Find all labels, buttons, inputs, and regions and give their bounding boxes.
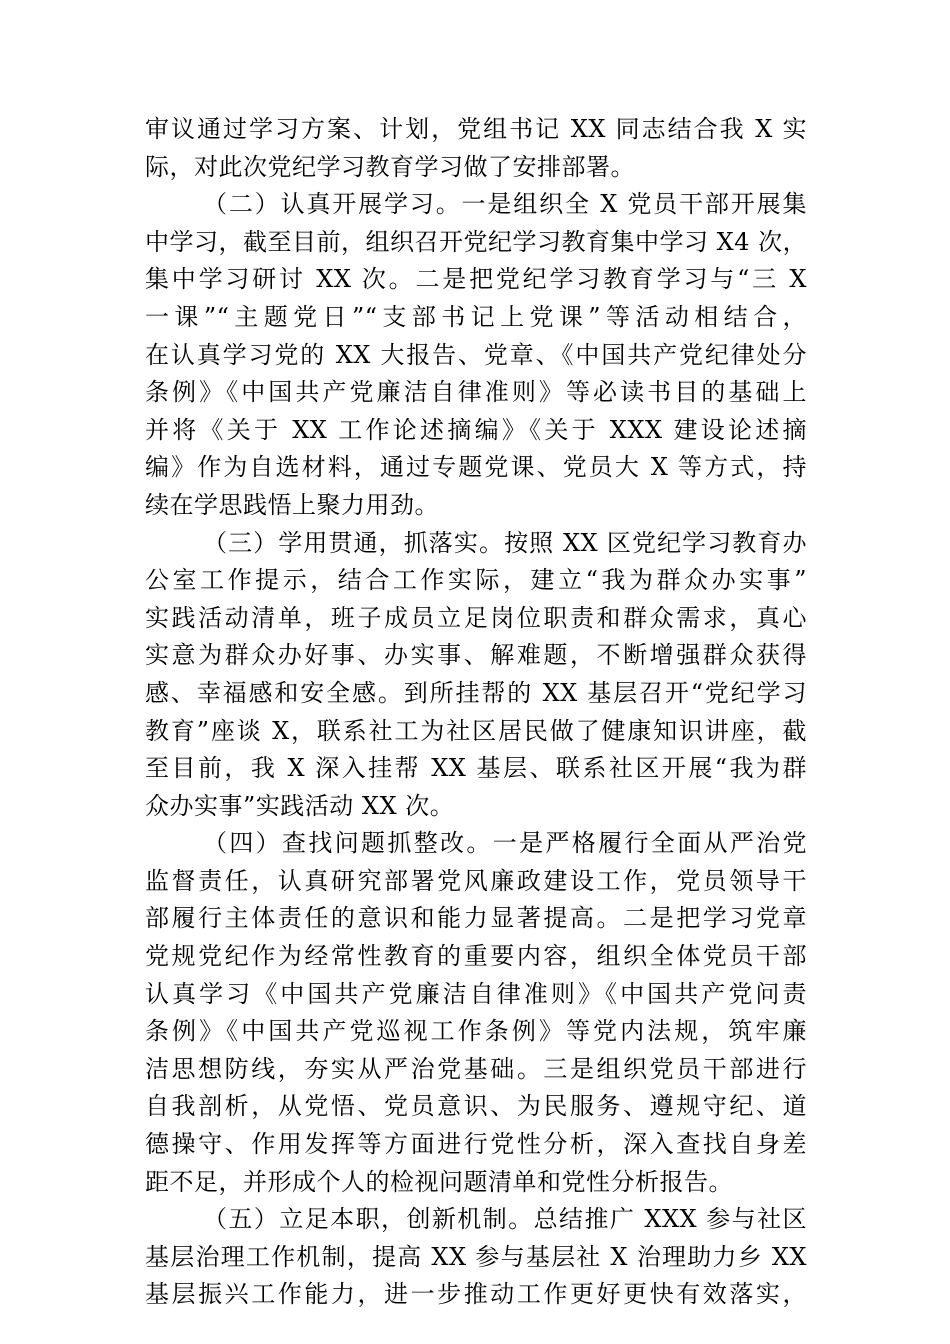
- text-line: 洁思想防线，夯实从严治党基础。三是组织党员干部进行: [145, 1054, 807, 1083]
- text-line: 条例》《中国共产党巡视工作条例》等党内法规，筑牢廉: [145, 1017, 807, 1046]
- text-line: （四）查找问题抓整改。一是严格履行全面从严治党: [203, 829, 807, 858]
- text-line: 众办实事”实践活动 XX 次。: [145, 791, 455, 820]
- text-line: 集中学习研讨 XX 次。二是把党纪学习教育学习与“三 X: [145, 265, 807, 294]
- text-line: 编》作为自选材料，通过专题党课、党员大 X 等方式，持: [145, 453, 807, 482]
- text-line: 基层治理工作机制，提高 XX 参与基层社 X 治理助力乡 XX: [145, 1242, 807, 1271]
- text-line: 距不足，并形成个人的检视问题清单和党性分析报告。: [145, 1167, 733, 1196]
- text-line: 教育”座谈 X，联系社工为社区居民做了健康知识讲座，截: [145, 716, 807, 745]
- text-line: 条例》《中国共产党廉洁自律准则》等必读书目的基础上: [145, 378, 807, 407]
- text-line: 部履行主体责任的意识和能力显著提高。二是把学习党章: [145, 904, 807, 933]
- text-line: 续在学思践悟上聚力用劲。: [145, 490, 439, 519]
- paragraph-p1: [145, 186, 807, 524]
- paragraph-p3: [145, 825, 807, 1201]
- text-line: 认真学习《中国共产党廉洁自律准则》《中国共产党问责: [145, 979, 807, 1008]
- text-line: 感、幸福感和安全感。到所挂帮的 XX 基层召开“党纪学习: [145, 678, 807, 707]
- text-line: 监督责任，认真研究部署党风廉政建设工作，党员领导干: [145, 866, 807, 895]
- document-body: [145, 111, 807, 1314]
- text-line: 在认真学习党的 XX 大报告、党章、《中国共产党纪律处分: [145, 340, 807, 369]
- paragraph-p0: [145, 111, 807, 186]
- text-line: 际，对此次党纪学习教育学习做了安排部署。: [145, 152, 635, 181]
- text-line: （三）学用贯通，抓落实。按照 XX 区党纪学习教育办: [203, 528, 807, 557]
- paragraph-p2: [145, 525, 807, 826]
- text-line: 实意为群众办好事、办实事、解难题，不断增强群众获得: [145, 641, 807, 670]
- text-line: 基层振兴工作能力，进一步推动工作更好更快有效落实，: [145, 1280, 807, 1309]
- text-line: 自我剖析，从党悟、党员意识、为民服务、遵规守纪、道: [145, 1092, 807, 1121]
- text-line: 审议通过学习方案、计划，党组书记 XX 同志结合我 X 实: [145, 115, 807, 143]
- text-line: （五）立足本职，创新机制。总结推广 XXX 参与社区: [203, 1205, 807, 1234]
- text-line: 中学习，截至目前，组织召开党纪学习教育集中学习 X4 次，: [145, 227, 808, 256]
- text-line: 公室工作提示，结合工作实际，建立“我为群众办实事”: [145, 566, 807, 595]
- text-line: 至目前，我 X 深入挂帮 XX 基层、联系社区开展“我为群: [145, 754, 807, 783]
- paragraph-p4: [145, 1201, 807, 1314]
- text-line: 党规党纪作为经常性教育的重要内容，组织全体党员干部: [145, 942, 807, 971]
- text-line: （二）认真开展学习。一是组织全 X 党员干部开展集: [203, 190, 807, 219]
- text-line: 并将《关于 XX 工作论述摘编》《关于 XXX 建设论述摘: [145, 415, 807, 444]
- text-line: 一课”“主题党日”“支部书记上党课”等活动相结合，: [145, 302, 807, 331]
- text-line: 德操守、作用发挥等方面进行党性分析，深入查找自身差: [145, 1130, 807, 1159]
- text-line: 实践活动清单，班子成员立足岗位职责和群众需求，真心: [145, 603, 807, 632]
